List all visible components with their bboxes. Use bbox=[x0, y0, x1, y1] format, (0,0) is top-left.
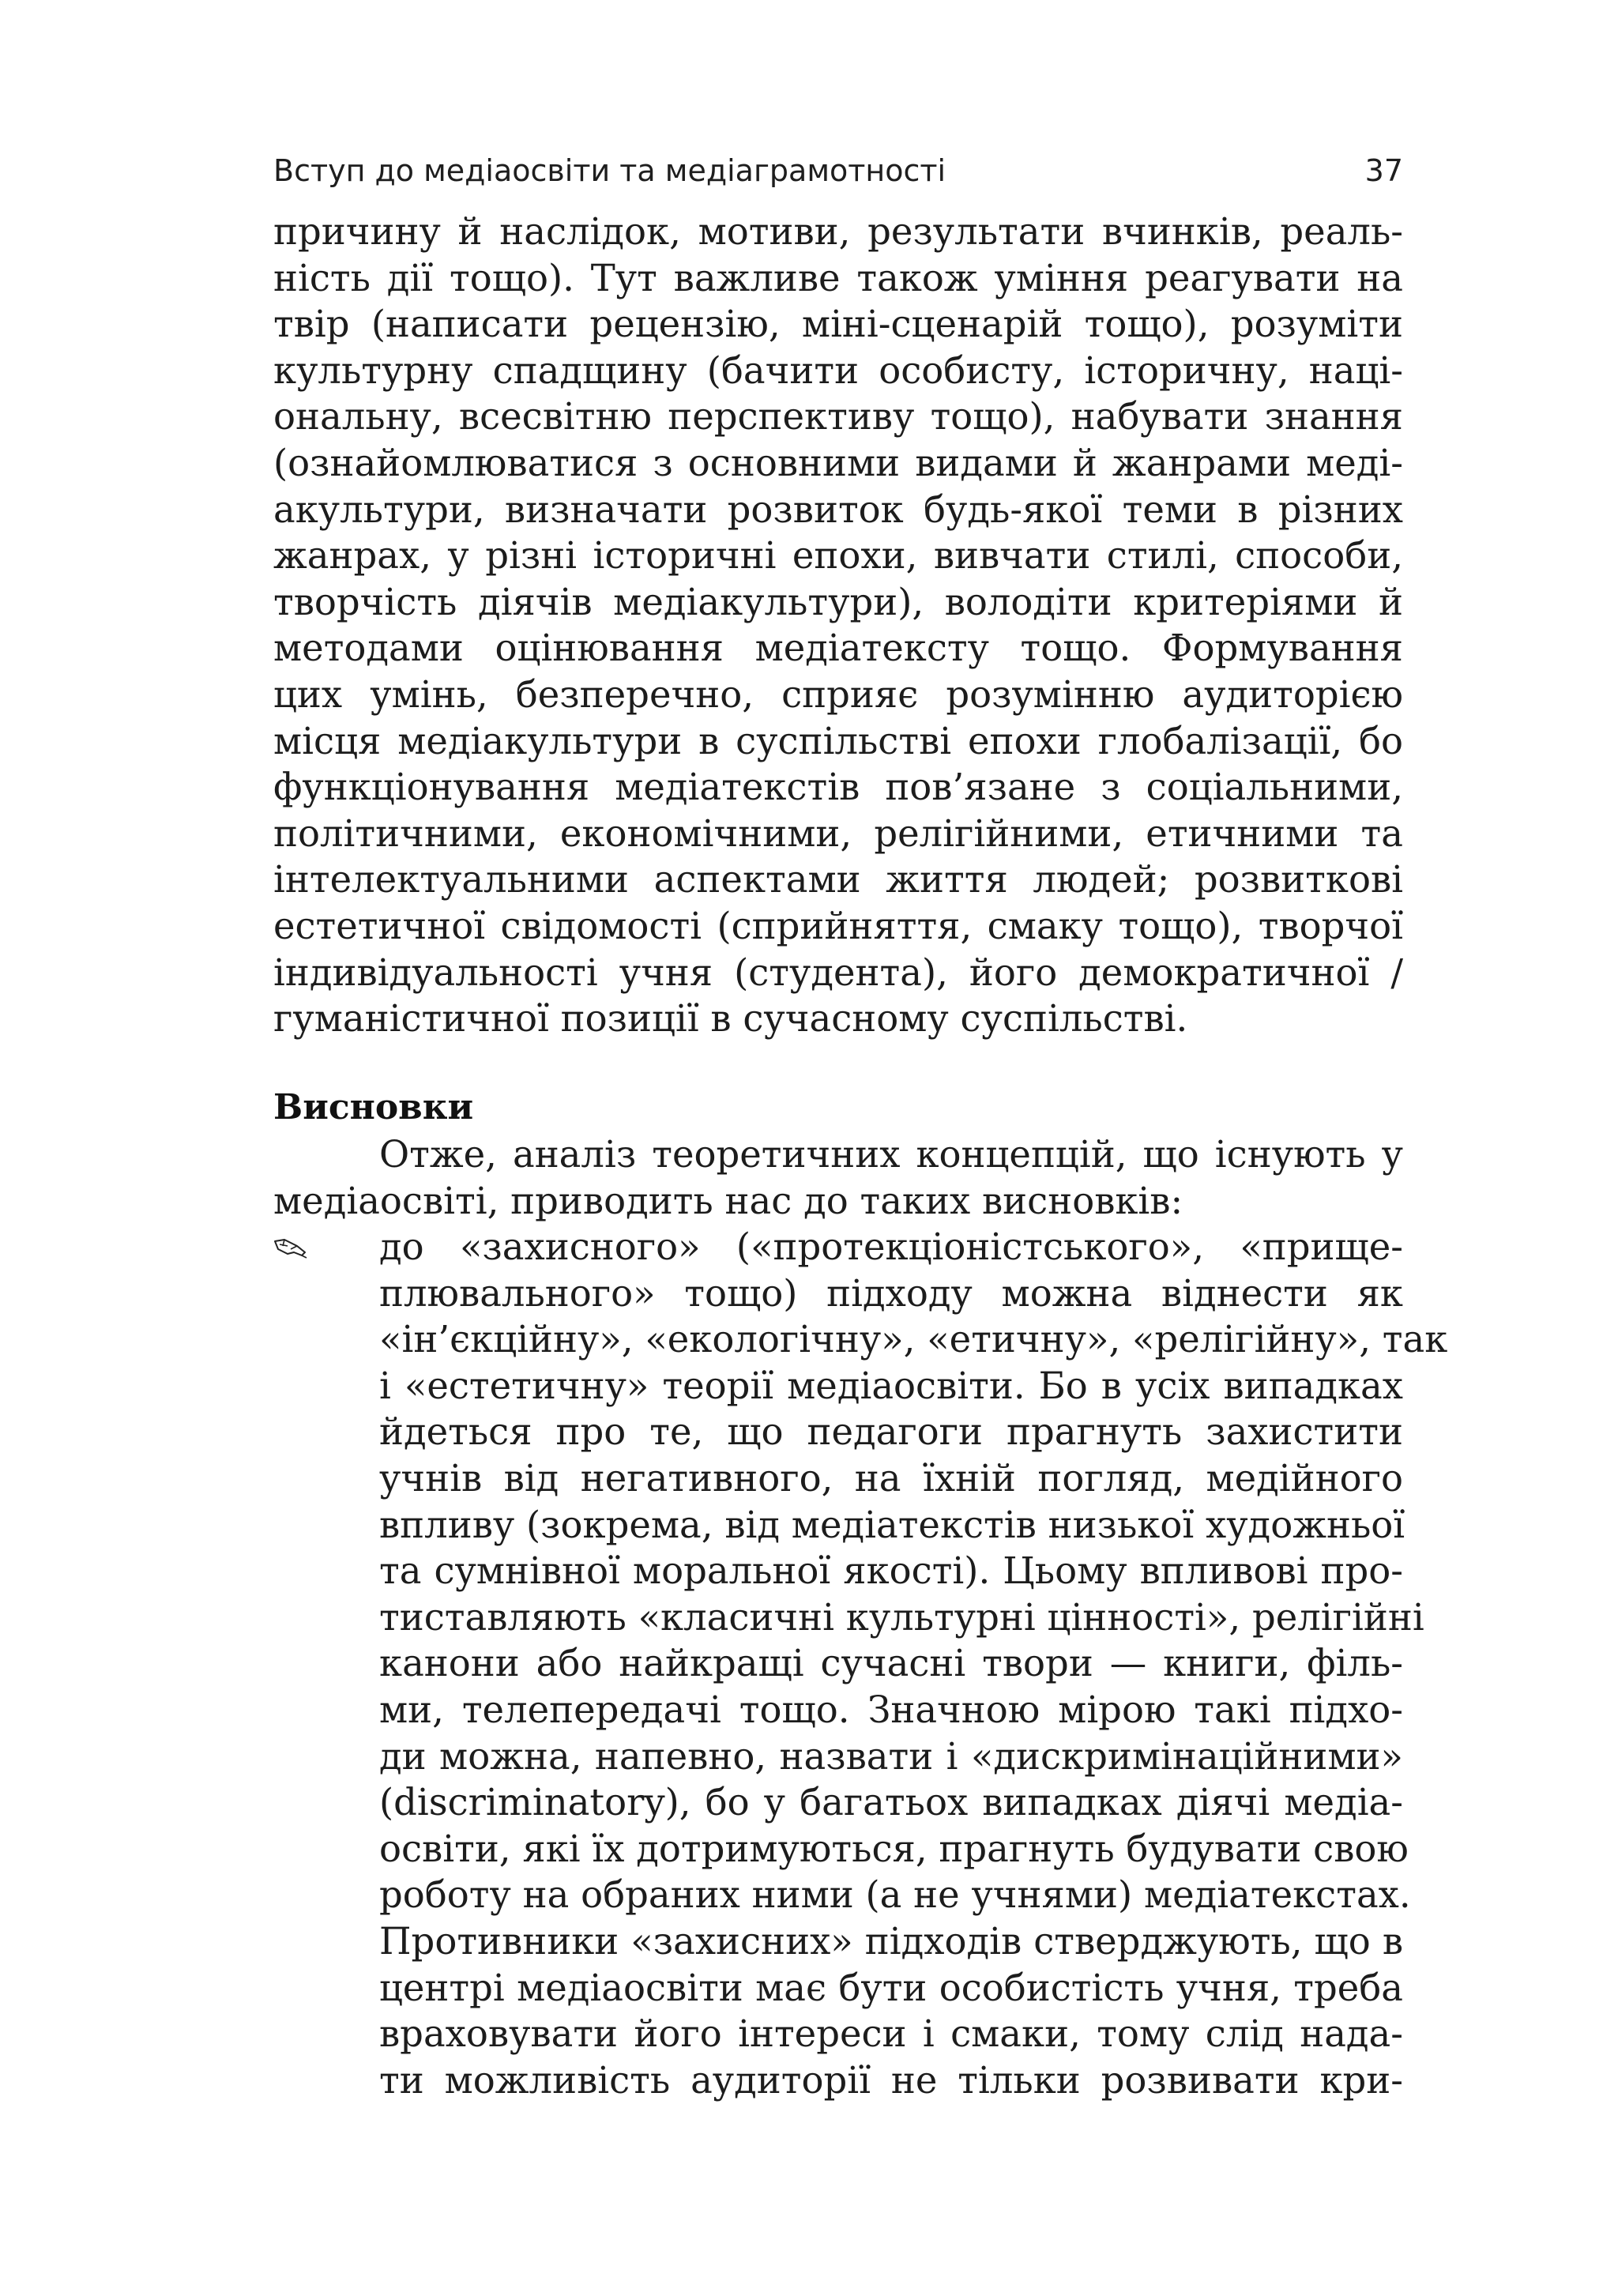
text-line: Отже, аналіз теоретичних концепцій, що існують у bbox=[379, 1133, 1403, 1176]
text-line: інтелектуальними аспектами життя людей; розвиткові bbox=[273, 858, 1403, 901]
text-line: та сумнівної моральної якості). Цьому впливові про- bbox=[379, 1549, 1403, 1593]
text-line: місця медіакультури в суспільстві епохи глобалізації, бо bbox=[273, 719, 1403, 762]
running-header-title: Вступ до медіаосвіти та медіаграмотності bbox=[273, 153, 946, 188]
text-line: (discriminatory), бо у багатьох випадках діячі медіа- bbox=[379, 1781, 1403, 1824]
section-heading: Висновки bbox=[273, 1087, 474, 1127]
text-line: гуманістичної позиції в сучасному суспільстві. bbox=[273, 997, 1188, 1041]
text-line: освіти, які їх дотримуються, прагнуть будувати свою bbox=[379, 1827, 1409, 1870]
text-line: причину й наслідок, мотиви, результати вчинків, реаль- bbox=[273, 210, 1403, 253]
writing-hand-icon bbox=[273, 1236, 308, 1259]
text-line: враховувати його інтереси і смаки, тому слід нада- bbox=[379, 2012, 1403, 2056]
text-line: Противники «захисних» підходів стверджують, що в bbox=[379, 1919, 1403, 1963]
text-line: цих умінь, безперечно, сприяє розумінню аудиторією bbox=[273, 672, 1403, 716]
text-line: учнів від негативного, на їхній погляд, медійного bbox=[379, 1456, 1403, 1500]
text-line: центрі медіаосвіти має бути особистість учня, треба bbox=[379, 1966, 1403, 2009]
text-line: впливу (зокрема, від медіатекстів низької художньої bbox=[379, 1503, 1405, 1546]
text-line: йдеться про те, що педагоги прагнуть захистити bbox=[379, 1410, 1403, 1454]
text-line: до «захисного» («протекціоністського», «прище- bbox=[379, 1225, 1403, 1268]
text-line: творчість діячів медіакультури), володіти критеріями й bbox=[273, 580, 1403, 623]
text-line: і «естетичну» теорії медіаосвіти. Бо в усіх випадках bbox=[379, 1364, 1403, 1407]
text-line: культурну спадщину (бачити особисту, історичну, наці- bbox=[273, 348, 1403, 392]
bullet-text bbox=[379, 1224, 1448, 2103]
running-header bbox=[273, 147, 1403, 194]
text-line: плювального» тощо) підходу можна віднести як bbox=[379, 1271, 1403, 1315]
body-paragraph-1 bbox=[273, 209, 1403, 1042]
text-line: політичними, економічними, релігійними, етичними та bbox=[273, 811, 1403, 855]
body-paragraph-2 bbox=[273, 1131, 1403, 1224]
text-line: акультури, визначати розвиток будь-якої теми в різних bbox=[273, 487, 1403, 531]
text-line: тиставляють «класичні культурні цінності», релігійні bbox=[379, 1595, 1424, 1639]
page-number: 37 bbox=[1364, 153, 1403, 188]
text-line: ність дії тощо). Тут важливе також уміння реагувати на bbox=[273, 256, 1403, 299]
text-line: функціонування медіатекстів пов’язане з соціальними, bbox=[273, 766, 1403, 809]
text-line: медіаосвіті, приводить нас до таких висновків: bbox=[273, 1179, 1183, 1222]
text-line: ональну, всесвітню перспективу тощо), набувати знання bbox=[273, 395, 1403, 438]
text-line: естетичної свідомості (сприйняття, смаку тощо), творчої bbox=[273, 904, 1403, 947]
text-line: індивідуальності учня (студента), його демократичної / bbox=[273, 950, 1403, 994]
text-line: (ознайомлюватися з основними видами й жанрами меді- bbox=[273, 441, 1403, 484]
text-line: ти можливість аудиторії не тільки розвивати кри- bbox=[379, 2058, 1403, 2102]
text-line: ми, телепередачі тощо. Значною мірою такі підхо- bbox=[379, 1688, 1403, 1731]
text-line: твір (написати рецензію, міні-сценарій тощо), розуміти bbox=[273, 303, 1403, 346]
text-line: ди можна, напевно, назвати і «дискримінаційними» bbox=[379, 1734, 1403, 1778]
text-line: роботу на обраних ними (а не учнями) медіатекстах. bbox=[379, 1873, 1411, 1917]
text-line: канони або найкращі сучасні твори — книги, філь- bbox=[379, 1642, 1403, 1685]
text-line: «ін’єкційну», «екологічну», «етичну», «релігійну», так bbox=[379, 1318, 1448, 1361]
text-line: методами оцінювання медіатексту тощо. Формування bbox=[273, 627, 1403, 670]
text-line: жанрах, у різні історичні епохи, вивчати стилі, способи, bbox=[273, 534, 1403, 578]
